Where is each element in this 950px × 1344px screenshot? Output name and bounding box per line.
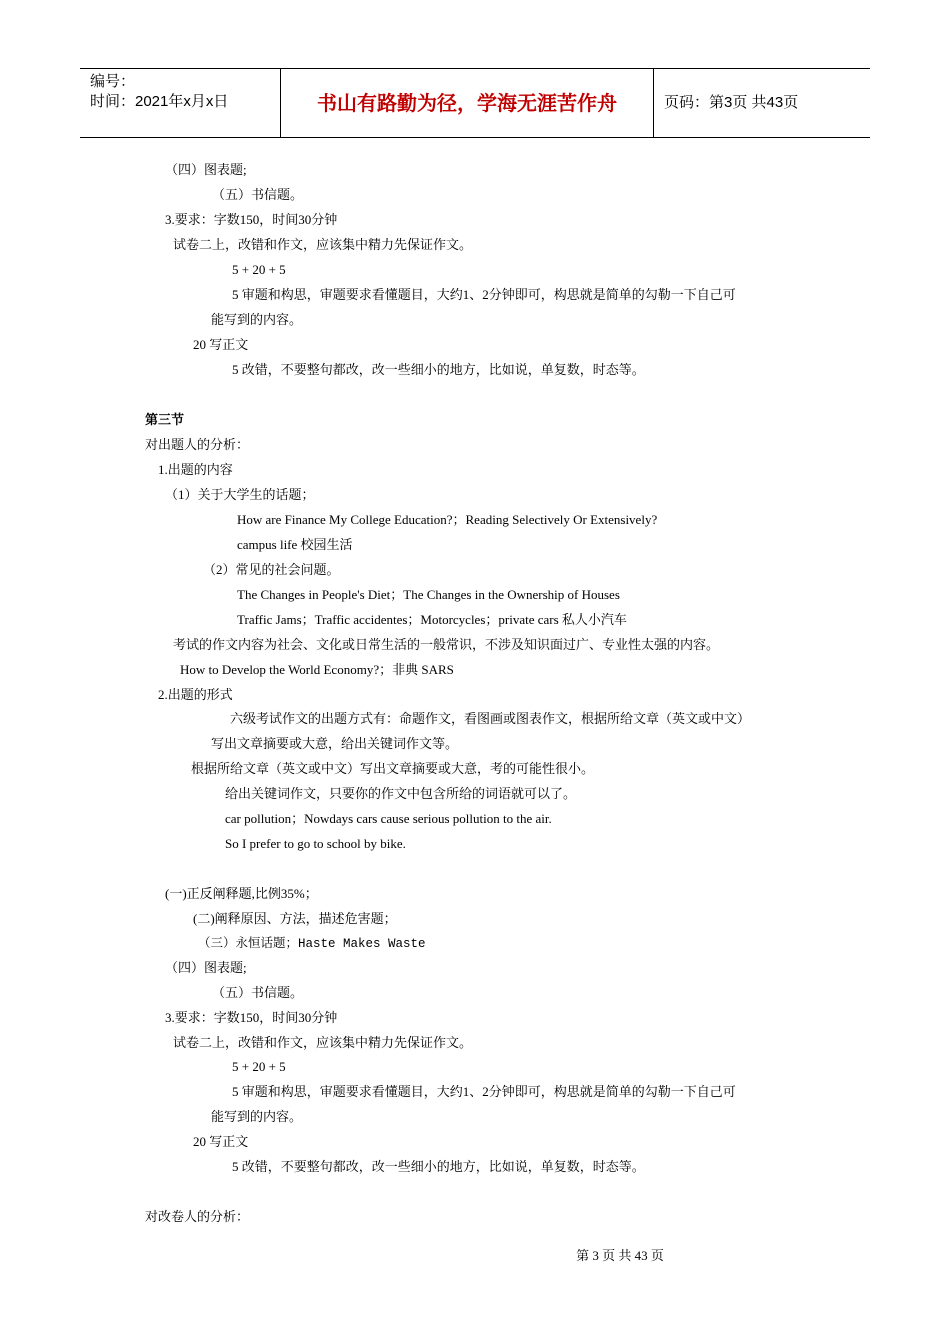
body-line: （五）书信题。 <box>212 985 304 1000</box>
body-line: 3.要求：字数150，时间30分钟 <box>165 1010 338 1025</box>
body-line: 考试的作文内容为社会、文化或日常生活的一般常识，不涉及知识面过广、专业性太强的内容。 <box>173 637 720 652</box>
body-line: 5 改错，不要整句都改，改一些细小的地方，比如说，单复数，时态等。 <box>232 1159 645 1174</box>
body-line: （1）关于大学生的话题； <box>165 487 315 502</box>
body-line: 对出题人的分析： <box>145 437 250 452</box>
section-heading: 第三节 <box>145 412 185 427</box>
page-footer: 第 3 页 共 43 页 <box>576 1248 664 1263</box>
body-line: 给出关键词作文，只要你的作文中包含所给的词语就可以了。 <box>225 786 577 801</box>
body-line: 5 审题和构思，审题要求看懂题目，大约1、2分钟即可，构思就是简单的勾勒一下自己可 <box>232 1084 736 1099</box>
body-line: 2.出题的形式 <box>158 687 233 702</box>
body-line: 对改卷人的分析： <box>145 1209 250 1224</box>
header-motto: 书山有路勤为径，学海无涯苦作舟 <box>281 69 654 137</box>
body-line: 20 写正文 <box>193 1134 249 1149</box>
body-line: （四）图表题; <box>165 162 247 177</box>
header-meta <box>80 69 281 137</box>
body-line: Traffic Jams；Traffic accidentes；Motorcycles；private cars 私人小汽车 <box>237 612 627 627</box>
body-line: （2）常见的社会问题。 <box>203 562 340 577</box>
body-line: （五）书信题。 <box>212 187 304 202</box>
body-line: 写出文章摘要或大意，给出关键词作文等。 <box>211 736 459 751</box>
body-line: How are Finance My College Education?；Reading Selectively Or Extensively? <box>237 512 658 527</box>
body-line: campus life 校园生活 <box>237 537 353 552</box>
body-line: 5 审题和构思，审题要求看懂题目，大约1、2分钟即可，构思就是简单的勾勒一下自己可 <box>232 287 736 302</box>
body-line: 根据所给文章（英文或中文）写出文章摘要或大意，考的可能性很小。 <box>191 761 595 776</box>
body-line: (一)正反阐释题,比例35%； <box>165 886 318 901</box>
body-line: （四）图表题; <box>165 960 247 975</box>
body-line: 六级考试作文的出题方式有：命题作文，看图画或图表作文，根据所给文章（英文或中文） <box>230 711 751 726</box>
body-line: 能写到的内容。 <box>211 1109 303 1124</box>
body-line: car pollution；Nowdays cars cause serious pollution to the air. <box>225 811 552 826</box>
body-line: 1.出题的内容 <box>158 462 233 477</box>
body-line: 20 写正文 <box>193 337 249 352</box>
document-date: 时间：2021年x月x日 <box>90 93 229 110</box>
page-header <box>80 68 870 138</box>
body-line: 试卷二上，改错和作文，应该集中精力先保证作文。 <box>173 1035 473 1050</box>
body-line: The Changes in People's Diet；The Changes in the Ownership of Houses <box>237 587 620 602</box>
body-line: 5 + 20 + 5 <box>232 262 286 277</box>
document-number-label: 编号： <box>90 73 136 90</box>
header-page-number: 页码：第3页 共43页 <box>664 94 799 111</box>
body-line: 5 改错，不要整句都改，改一些细小的地方，比如说，单复数，时态等。 <box>232 362 645 377</box>
body-line: How to Develop the World Economy?；非典 SARS <box>180 662 454 677</box>
body-line: So I prefer to go to school by bike. <box>225 836 406 851</box>
body-line: 能写到的内容。 <box>211 312 303 327</box>
body-line: 3.要求：字数150，时间30分钟 <box>165 212 338 227</box>
body-line: 试卷二上，改错和作文，应该集中精力先保证作文。 <box>173 237 473 252</box>
body-line: 5 + 20 + 5 <box>232 1059 286 1074</box>
body-line: （三）永恒话题；Haste Makes Waste <box>198 937 426 951</box>
body-line: (二)阐释原因、方法，描述危害题； <box>193 911 397 926</box>
